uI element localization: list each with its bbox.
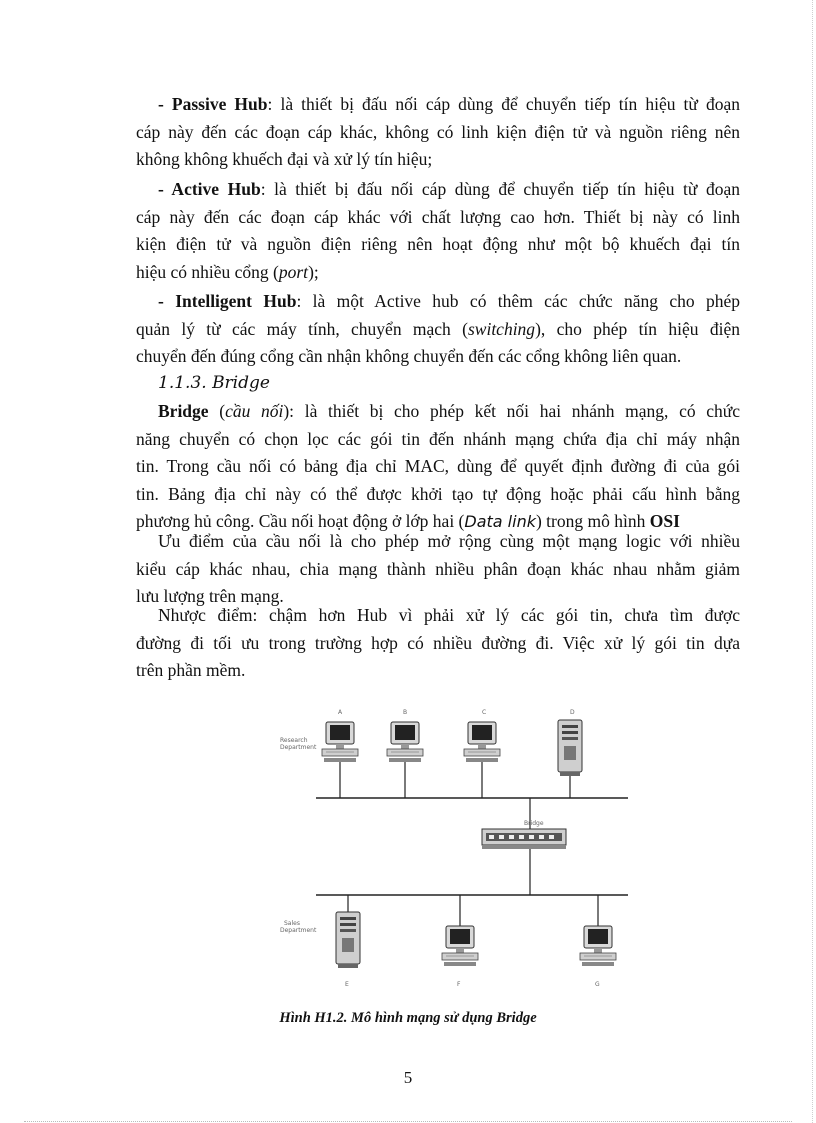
paragraph-active-hub: - Active Hub: là thiết bị đấu nối cáp dùng để chuyển tiếp tín hiệu từ đoạn cáp này đến các đoạn cáp khác với chất lượng cao hơn. Thiết bị này có linh kiện điện tử và nguồn điện riêng nên hoạt động như một bộ khuếch đại tín hiệu có nhiều cổng (port); — [136, 179, 740, 282]
bridge-device — [482, 829, 566, 849]
computer-g — [580, 926, 616, 966]
paragraph-advantages: Ưu điểm của cầu nối là cho phép mở rộng cùng một mạng logic với nhiều kiểu cáp khác nhau, chia mạng thành nhiều phân đoạn khác nhau nhằm giảm lưu lượng trên mạng. — [136, 531, 740, 607]
server-e — [336, 912, 360, 968]
computer-a — [322, 722, 358, 762]
sales-dept-label-2: Department — [280, 927, 317, 934]
term-intelligent-hub: - Intelligent Hub — [158, 291, 297, 311]
paragraph-intelligent-hub: - Intelligent Hub: là một Active hub có thêm các chức năng cho phép quản lý từ các máy tính, chuyển mạch (switching), cho phép tín hiệu điện chuyển đến đúng cổng cần nhận không chuyển đến các cổng không liên quan. — [136, 291, 740, 367]
node-label-b: B — [403, 709, 408, 716]
paragraph-passive-hub: - Passive Hub: là thiết bị đấu nối cáp dùng để chuyển tiếp tín hiệu từ đoạn cáp này đến các đoạn cáp khác, không có linh kiện điện tử và nguồn riêng nên không không khuếch đại và xử lý tín hiệu; — [136, 94, 740, 170]
sales-dept-label-1: Sales — [284, 920, 300, 927]
computer-c — [464, 722, 500, 762]
node-label-d: D — [570, 709, 575, 716]
term-active-hub: - Active Hub — [158, 179, 261, 199]
bridge-label: Bridge — [524, 820, 544, 827]
page-right-dotted-rule — [812, 0, 813, 1123]
research-dept-label-1: Research — [280, 737, 308, 744]
node-label-c: C — [482, 709, 487, 716]
computer-f — [442, 926, 478, 966]
node-label-a: A — [338, 709, 343, 716]
server-d — [558, 720, 582, 776]
bridge-network-diagram — [272, 700, 632, 1000]
paragraph-bridge: Bridge (cầu nối): là thiết bị cho phép kết nối hai nhánh mạng, có chức năng chuyển có chọn lọc các gói tin đến nhánh mạng chứa địa chỉ máy nhận tin. Trong cầu nối có bảng địa chỉ MAC, dùng để quyết định đường đi của gói tin. Bảng địa chỉ này có thể được khởi tạo tự động hoặc phải cấu hình bằng phương hủ công. Cầu nối hoạt động ở lớp hai (Data link) trong mô hình OSI — [136, 401, 740, 532]
paragraph-disadvantages: Nhược điểm: chậm hơn Hub vì phải xử lý các gói tin, chưa tìm được đường đi tối ưu trong trường hợp có nhiều đường đi. Việc xử lý gói tin dựa trên phần mềm. — [136, 605, 740, 681]
node-label-e: E — [345, 981, 349, 988]
term-bridge: Bridge — [158, 401, 209, 421]
page-bottom-dotted-rule — [24, 1121, 792, 1122]
node-label-f: F — [457, 981, 461, 988]
term-passive-hub: - Passive Hub — [158, 94, 268, 114]
page-number: 5 — [403, 1068, 413, 1087]
research-dept-label-2: Department — [280, 744, 317, 751]
figure-caption: Hình H1.2. Mô hình mạng sử dụng Bridge — [279, 1010, 537, 1026]
computer-b — [387, 722, 423, 762]
section-heading-bridge: 1.1.3. Bridge — [158, 373, 270, 393]
node-label-g: G — [595, 981, 600, 988]
